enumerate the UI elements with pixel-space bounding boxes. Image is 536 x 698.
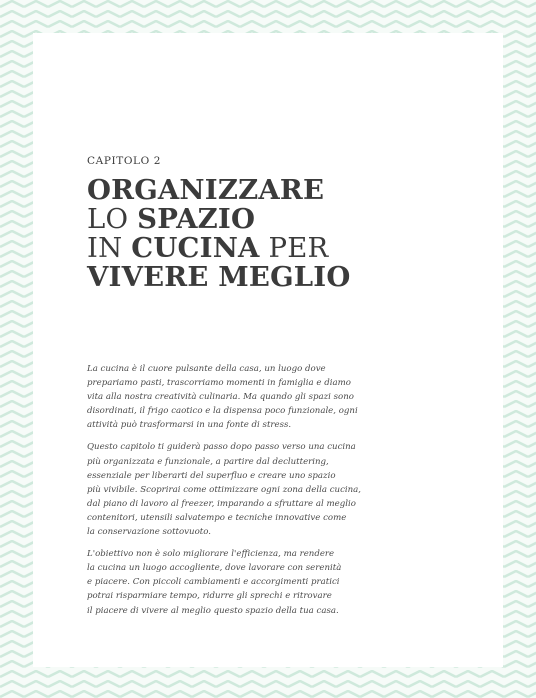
title-line-4 — [87, 263, 351, 292]
title-line-1 — [87, 176, 351, 205]
chapter-title — [87, 176, 351, 292]
chapter-label: CAPITOLO 2 — [87, 155, 162, 167]
text-line: L'obiettivo non è solo migliorare l'efficienza, ma rendere — [87, 549, 335, 560]
title-word: VIVERE MEGLIO — [87, 261, 351, 293]
text-line: vita alla nostra creatività culinaria. Ma quando gli spazi sono — [87, 392, 354, 403]
text-line: il piacere di vivere al meglio questo spazio della tua casa. — [87, 605, 339, 616]
text-line: più organizzata e funzionale, a partire dal decluttering, — [87, 456, 329, 467]
title-line-3 — [87, 234, 351, 263]
text-line: la cucina un luogo accogliente, dove lavorare con serenità — [87, 563, 342, 574]
title-word: SPAZIO — [137, 203, 256, 235]
title-word: IN — [87, 232, 132, 264]
body-text — [87, 362, 387, 626]
text-line: prepariamo pasti, trascorriamo momenti in famiglia e diamo — [87, 378, 351, 389]
text-line: La cucina è il cuore pulsante della casa, un luogo dove — [87, 364, 326, 374]
text-line: e piacere. Con piccoli cambiamenti e accorgimenti pratici — [87, 577, 340, 588]
text-line: contenitori, utensili salvatempo e tecniche innovative come — [87, 512, 347, 523]
title-word: ORGANIZZARE — [87, 174, 325, 206]
title-word: CUCINA — [131, 232, 260, 264]
title-word: PER — [259, 232, 329, 264]
text-line: attività può trasformarsi in una fonte di stress. — [87, 420, 292, 431]
text-line: essenziale per liberarti del superfluo e creare uno spazio — [87, 470, 336, 481]
text-line: potrai risparmiare tempo, ridurre gli sprechi e ritrovare — [87, 591, 332, 602]
text-line: dal piano di lavoro al freezer, imparando a sfruttare al meglio — [87, 498, 356, 509]
title-word: LO — [87, 203, 138, 235]
text-line: disordinati, il frigo caotico e la dispensa poco funzionale, ogni — [87, 406, 358, 417]
text-line: Questo capitolo ti guiderà passo dopo passo verso una cucina — [87, 442, 356, 453]
paragraph-3 — [87, 547, 387, 617]
title-line-2 — [87, 205, 351, 234]
text-line: la conservazione sottovuoto. — [87, 527, 211, 538]
paragraph-2 — [87, 440, 387, 539]
text-line: più vivibile. Scoprirai come ottimizzare ogni zona della cucina, — [87, 484, 362, 495]
page-content — [33, 33, 503, 667]
paragraph-1 — [87, 362, 387, 432]
